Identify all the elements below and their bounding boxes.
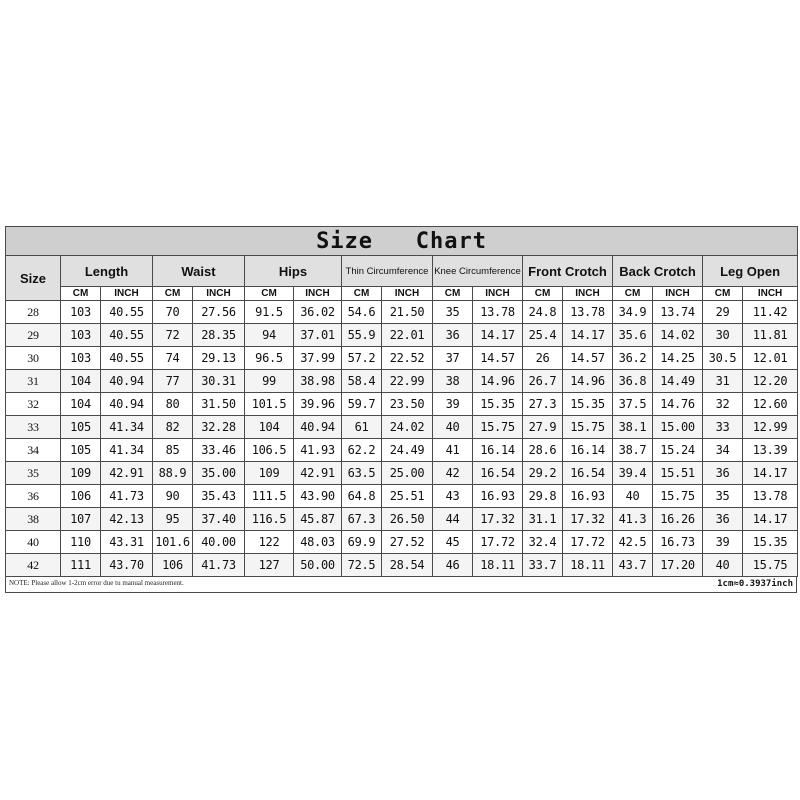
measurement-cell: 104 <box>245 416 294 439</box>
measurement-cell: 27.52 <box>382 531 433 554</box>
measurement-cell: 37.5 <box>613 393 653 416</box>
measurement-cell: 14.17 <box>473 324 523 347</box>
table-row <box>6 554 798 577</box>
measurement-cell: 13.78 <box>563 301 613 324</box>
measurement-cell: 16.14 <box>473 439 523 462</box>
measurement-cell: 16.54 <box>473 462 523 485</box>
measurement-cell: 30.5 <box>703 347 743 370</box>
measurement-cell: 110 <box>61 531 101 554</box>
column-group-header: Hips <box>245 256 342 287</box>
measurement-cell: 36.02 <box>294 301 342 324</box>
table-row <box>6 370 798 393</box>
measurement-cell: 27.56 <box>193 301 245 324</box>
measurement-cell: 38.98 <box>294 370 342 393</box>
size-cell: 33 <box>6 416 61 439</box>
measurement-cell: 14.02 <box>653 324 703 347</box>
measurement-cell: 28.35 <box>193 324 245 347</box>
column-group-header: Leg Open <box>703 256 798 287</box>
measurement-cell: 35.00 <box>193 462 245 485</box>
measurement-cell: 24.8 <box>523 301 563 324</box>
measurement-cell: 72 <box>153 324 193 347</box>
measurement-cell: 23.50 <box>382 393 433 416</box>
measurement-cell: 12.60 <box>743 393 798 416</box>
measurement-cell: 67.3 <box>342 508 382 531</box>
measurement-cell: 25.00 <box>382 462 433 485</box>
measurement-cell: 16.73 <box>653 531 703 554</box>
measurement-cell: 27.3 <box>523 393 563 416</box>
measurement-cell: 35 <box>433 301 473 324</box>
measurement-cell: 35.6 <box>613 324 653 347</box>
measurement-cell: 17.20 <box>653 554 703 577</box>
size-chart-table <box>5 226 798 577</box>
measurement-cell: 28.54 <box>382 554 433 577</box>
size-cell: 35 <box>6 462 61 485</box>
table-row <box>6 301 798 324</box>
measurement-cell: 40.55 <box>101 301 153 324</box>
measurement-cell: 85 <box>153 439 193 462</box>
measurement-cell: 15.35 <box>743 531 798 554</box>
measurement-cell: 45 <box>433 531 473 554</box>
measurement-cell: 48.03 <box>294 531 342 554</box>
size-cell: 31 <box>6 370 61 393</box>
unit-cm-header: CM <box>703 287 743 301</box>
measurement-cell: 41.73 <box>193 554 245 577</box>
table-row <box>6 462 798 485</box>
measurement-cell: 40 <box>703 554 743 577</box>
measurement-cell: 14.57 <box>563 347 613 370</box>
unit-conversion: 1cm≈0.3937inch <box>717 579 793 589</box>
measurement-cell: 41 <box>433 439 473 462</box>
measurement-cell: 30 <box>703 324 743 347</box>
measurement-cell: 63.5 <box>342 462 382 485</box>
measurement-cell: 111 <box>61 554 101 577</box>
measurement-cell: 14.96 <box>473 370 523 393</box>
unit-inch-header: INCH <box>101 287 153 301</box>
measurement-cell: 111.5 <box>245 485 294 508</box>
measurement-cell: 43 <box>433 485 473 508</box>
measurement-cell: 25.4 <box>523 324 563 347</box>
measurement-cell: 127 <box>245 554 294 577</box>
measurement-cell: 21.50 <box>382 301 433 324</box>
measurement-cell: 72.5 <box>342 554 382 577</box>
measurement-cell: 31.50 <box>193 393 245 416</box>
measurement-cell: 17.32 <box>563 508 613 531</box>
measurement-cell: 40.94 <box>294 416 342 439</box>
measurement-cell: 35.43 <box>193 485 245 508</box>
measurement-cell: 99 <box>245 370 294 393</box>
unit-inch-header: INCH <box>563 287 613 301</box>
measurement-cell: 41.73 <box>101 485 153 508</box>
size-cell: 38 <box>6 508 61 531</box>
measurement-cell: 40.94 <box>101 393 153 416</box>
measurement-cell: 44 <box>433 508 473 531</box>
measurement-cell: 14.57 <box>473 347 523 370</box>
measurement-cell: 17.72 <box>563 531 613 554</box>
size-cell: 29 <box>6 324 61 347</box>
measurement-cell: 62.2 <box>342 439 382 462</box>
unit-cm-header: CM <box>245 287 294 301</box>
measurement-cell: 55.9 <box>342 324 382 347</box>
size-chart <box>5 226 797 593</box>
measurement-cell: 77 <box>153 370 193 393</box>
column-group-header: Back Crotch <box>613 256 703 287</box>
measurement-cell: 42.91 <box>294 462 342 485</box>
measurement-cell: 43.70 <box>101 554 153 577</box>
measurement-cell: 14.17 <box>743 462 798 485</box>
measurement-cell: 33.7 <box>523 554 563 577</box>
measurement-cell: 96.5 <box>245 347 294 370</box>
measurement-cell: 69.9 <box>342 531 382 554</box>
measurement-cell: 103 <box>61 301 101 324</box>
measurement-cell: 15.75 <box>653 485 703 508</box>
measurement-cell: 104 <box>61 393 101 416</box>
measurement-cell: 34.9 <box>613 301 653 324</box>
measurement-cell: 94 <box>245 324 294 347</box>
table-row <box>6 485 798 508</box>
measurement-cell: 43.7 <box>613 554 653 577</box>
measurement-cell: 38.1 <box>613 416 653 439</box>
size-cell: 36 <box>6 485 61 508</box>
measurement-cell: 29 <box>703 301 743 324</box>
measurement-cell: 15.51 <box>653 462 703 485</box>
measurement-cell: 41.93 <box>294 439 342 462</box>
measurement-cell: 33.46 <box>193 439 245 462</box>
measurement-cell: 40 <box>613 485 653 508</box>
measurement-cell: 82 <box>153 416 193 439</box>
measurement-cell: 22.01 <box>382 324 433 347</box>
measurement-cell: 26 <box>523 347 563 370</box>
measurement-cell: 106.5 <box>245 439 294 462</box>
size-cell: 34 <box>6 439 61 462</box>
unit-inch-header: INCH <box>653 287 703 301</box>
measurement-cell: 32.28 <box>193 416 245 439</box>
table-row <box>6 439 798 462</box>
table-row <box>6 416 798 439</box>
measurement-cell: 41.3 <box>613 508 653 531</box>
unit-inch-header: INCH <box>294 287 342 301</box>
measurement-cell: 42.5 <box>613 531 653 554</box>
measurement-cell: 42 <box>433 462 473 485</box>
measurement-cell: 27.9 <box>523 416 563 439</box>
unit-inch-header: INCH <box>382 287 433 301</box>
size-cell: 32 <box>6 393 61 416</box>
column-group-header: Thin Circumference <box>342 256 433 287</box>
measurement-cell: 88.9 <box>153 462 193 485</box>
measurement-cell: 39.96 <box>294 393 342 416</box>
measurement-cell: 41.34 <box>101 439 153 462</box>
measurement-cell: 31 <box>703 370 743 393</box>
measurement-cell: 61 <box>342 416 382 439</box>
measurement-cell: 12.01 <box>743 347 798 370</box>
table-row <box>6 508 798 531</box>
unit-inch-header: INCH <box>193 287 245 301</box>
measurement-cell: 41.34 <box>101 416 153 439</box>
measurement-cell: 40.00 <box>193 531 245 554</box>
measurement-cell: 106 <box>153 554 193 577</box>
measurement-cell: 38 <box>433 370 473 393</box>
measurement-cell: 14.17 <box>743 508 798 531</box>
measurement-cell: 12.99 <box>743 416 798 439</box>
measurement-cell: 13.74 <box>653 301 703 324</box>
measurement-cell: 116.5 <box>245 508 294 531</box>
measurement-cell: 29.8 <box>523 485 563 508</box>
measurement-cell: 13.39 <box>743 439 798 462</box>
measurement-cell: 74 <box>153 347 193 370</box>
measurement-cell: 31.1 <box>523 508 563 531</box>
measurement-cell: 14.76 <box>653 393 703 416</box>
table-row <box>6 324 798 347</box>
measurement-cell: 57.2 <box>342 347 382 370</box>
measurement-cell: 32 <box>703 393 743 416</box>
unit-inch-header: INCH <box>473 287 523 301</box>
measurement-cell: 122 <box>245 531 294 554</box>
measurement-cell: 32.4 <box>523 531 563 554</box>
size-cell: 30 <box>6 347 61 370</box>
measurement-cell: 40.55 <box>101 347 153 370</box>
measurement-cell: 15.24 <box>653 439 703 462</box>
measurement-cell: 16.14 <box>563 439 613 462</box>
measurement-cell: 36 <box>703 508 743 531</box>
measurement-cell: 64.8 <box>342 485 382 508</box>
measurement-cell: 30.31 <box>193 370 245 393</box>
measurement-cell: 42.91 <box>101 462 153 485</box>
measurement-cell: 24.02 <box>382 416 433 439</box>
measurement-cell: 13.78 <box>743 485 798 508</box>
table-row <box>6 531 798 554</box>
measurement-cell: 50.00 <box>294 554 342 577</box>
measurement-cell: 46 <box>433 554 473 577</box>
measurement-cell: 104 <box>61 370 101 393</box>
measurement-cell: 11.81 <box>743 324 798 347</box>
measurement-cell: 34 <box>703 439 743 462</box>
measurement-cell: 15.35 <box>473 393 523 416</box>
unit-cm-header: CM <box>433 287 473 301</box>
measurement-cell: 36.8 <box>613 370 653 393</box>
measurement-cell: 18.11 <box>563 554 613 577</box>
measurement-cell: 43.31 <box>101 531 153 554</box>
unit-cm-header: CM <box>523 287 563 301</box>
measurement-cell: 17.32 <box>473 508 523 531</box>
column-group-header: Front Crotch <box>523 256 613 287</box>
measurement-cell: 42.13 <box>101 508 153 531</box>
measurement-cell: 15.75 <box>473 416 523 439</box>
measurement-cell: 109 <box>61 462 101 485</box>
measurement-cell: 91.5 <box>245 301 294 324</box>
unit-cm-header: CM <box>613 287 653 301</box>
measurement-cell: 26.50 <box>382 508 433 531</box>
measurement-cell: 54.6 <box>342 301 382 324</box>
measurement-cell: 29.2 <box>523 462 563 485</box>
measurement-cell: 36 <box>433 324 473 347</box>
measurement-cell: 105 <box>61 416 101 439</box>
measurement-cell: 36 <box>703 462 743 485</box>
measurement-cell: 37 <box>433 347 473 370</box>
measurement-cell: 103 <box>61 324 101 347</box>
measurement-cell: 37.40 <box>193 508 245 531</box>
measurement-cell: 16.26 <box>653 508 703 531</box>
measurement-cell: 16.93 <box>473 485 523 508</box>
measurement-cell: 43.90 <box>294 485 342 508</box>
unit-inch-header: INCH <box>743 287 798 301</box>
measurement-cell: 95 <box>153 508 193 531</box>
measurement-cell: 33 <box>703 416 743 439</box>
measurement-cell: 37.01 <box>294 324 342 347</box>
size-cell: 28 <box>6 301 61 324</box>
measurement-cell: 35 <box>703 485 743 508</box>
measurement-cell: 59.7 <box>342 393 382 416</box>
measurement-cell: 106 <box>61 485 101 508</box>
column-group-header: Waist <box>153 256 245 287</box>
unit-cm-header: CM <box>153 287 193 301</box>
measurement-cell: 58.4 <box>342 370 382 393</box>
measurement-cell: 40.55 <box>101 324 153 347</box>
size-cell: 42 <box>6 554 61 577</box>
measurement-cell: 38.7 <box>613 439 653 462</box>
measurement-cell: 39 <box>433 393 473 416</box>
measurement-cell: 15.00 <box>653 416 703 439</box>
measurement-cell: 17.72 <box>473 531 523 554</box>
measurement-cell: 90 <box>153 485 193 508</box>
measurement-cell: 15.75 <box>563 416 613 439</box>
measurement-cell: 18.11 <box>473 554 523 577</box>
measurement-cell: 14.49 <box>653 370 703 393</box>
table-row <box>6 393 798 416</box>
measurement-cell: 14.25 <box>653 347 703 370</box>
measurement-cell: 107 <box>61 508 101 531</box>
size-cell: 40 <box>6 531 61 554</box>
measurement-cell: 70 <box>153 301 193 324</box>
measurement-cell: 15.35 <box>563 393 613 416</box>
measurement-cell: 22.52 <box>382 347 433 370</box>
measurement-cell: 109 <box>245 462 294 485</box>
measurement-cell: 14.17 <box>563 324 613 347</box>
measurement-cell: 12.20 <box>743 370 798 393</box>
measurement-cell: 28.6 <box>523 439 563 462</box>
measurement-cell: 15.75 <box>743 554 798 577</box>
chart-footer <box>5 577 797 593</box>
table-row <box>6 347 798 370</box>
measurement-cell: 36.2 <box>613 347 653 370</box>
column-group-header: Length <box>61 256 153 287</box>
measurement-cell: 80 <box>153 393 193 416</box>
measurement-cell: 39.4 <box>613 462 653 485</box>
measurement-cell: 16.93 <box>563 485 613 508</box>
measurement-cell: 25.51 <box>382 485 433 508</box>
measurement-cell: 29.13 <box>193 347 245 370</box>
column-group-header: Knee Circumference <box>433 256 523 287</box>
measurement-cell: 101.5 <box>245 393 294 416</box>
measurement-cell: 40 <box>433 416 473 439</box>
measurement-cell: 26.7 <box>523 370 563 393</box>
measurement-note: NOTE: Please allow 1-2cm error due tu manual measurement. <box>9 579 184 587</box>
measurement-cell: 39 <box>703 531 743 554</box>
measurement-cell: 24.49 <box>382 439 433 462</box>
measurement-cell: 37.99 <box>294 347 342 370</box>
measurement-cell: 13.78 <box>473 301 523 324</box>
measurement-cell: 14.96 <box>563 370 613 393</box>
measurement-cell: 40.94 <box>101 370 153 393</box>
size-column-header: Size <box>6 256 61 301</box>
unit-cm-header: CM <box>61 287 101 301</box>
measurement-cell: 105 <box>61 439 101 462</box>
measurement-cell: 45.87 <box>294 508 342 531</box>
measurement-cell: 22.99 <box>382 370 433 393</box>
measurement-cell: 103 <box>61 347 101 370</box>
unit-cm-header: CM <box>342 287 382 301</box>
chart-title: Size Chart <box>6 227 798 256</box>
measurement-cell: 101.6 <box>153 531 193 554</box>
measurement-cell: 16.54 <box>563 462 613 485</box>
measurement-cell: 11.42 <box>743 301 798 324</box>
